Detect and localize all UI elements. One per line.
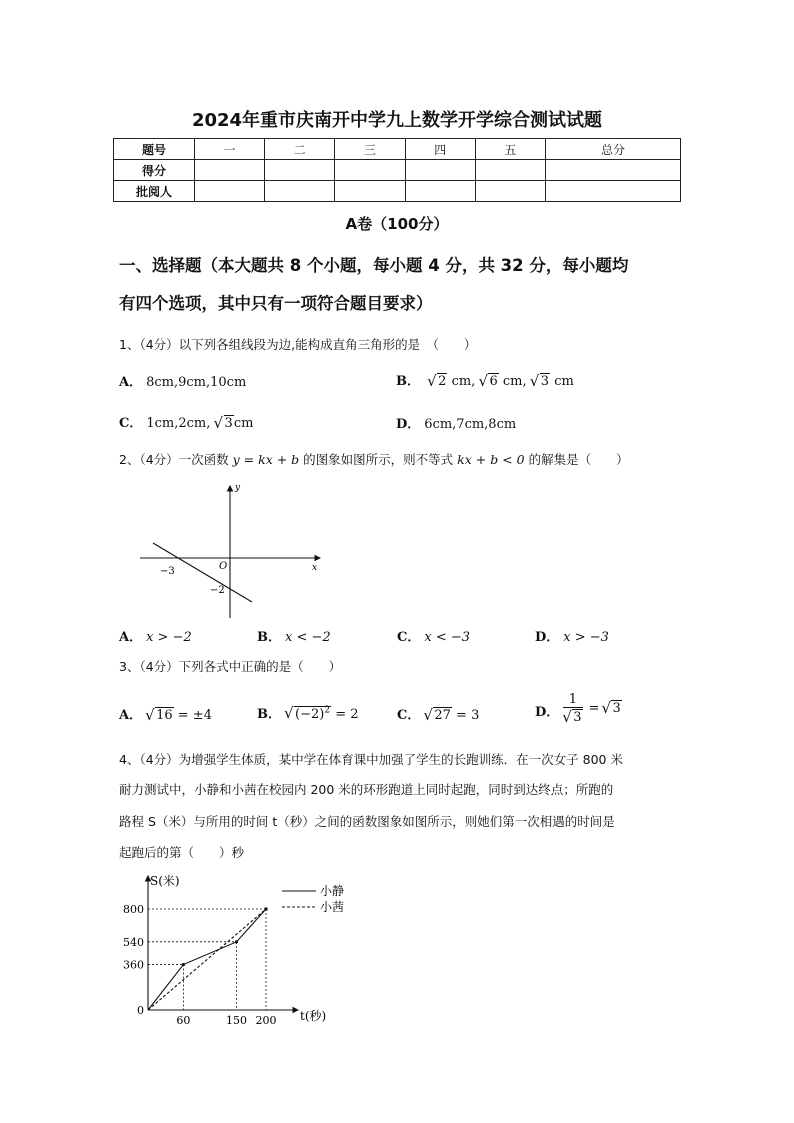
score-cell [546, 181, 681, 202]
q1-option-b-sqrt6 [479, 374, 498, 389]
q3-option-a-rhs: = ±4 [177, 708, 212, 723]
score-cell [546, 160, 681, 181]
q4-y-tick-label: 540 [123, 935, 144, 949]
q3-option-c-sqrt [424, 708, 452, 723]
score-table-header-cell: 四 [405, 139, 475, 160]
score-cell [335, 160, 405, 181]
q4-y-tick-label: 800 [123, 903, 144, 916]
score-table-row-label: 得分 [114, 160, 195, 181]
score-table-row [114, 160, 681, 181]
q2-x-label: x [312, 563, 318, 573]
q1-option-b [396, 370, 574, 389]
score-cell [405, 160, 475, 181]
q2-x-intercept-label: −3 [160, 566, 175, 577]
q4-legend-solid-label: 小静 [320, 884, 345, 898]
score-cell [195, 160, 265, 181]
q3-option-b-exponent: 2 [324, 705, 331, 716]
score-cell [265, 160, 335, 181]
score-table-row [114, 181, 681, 202]
score-table-header-row [114, 139, 681, 160]
q1-option-b-radicand: 2 [438, 374, 447, 389]
q1-option-b-radicand: 3 [540, 374, 550, 389]
q4-data-point [264, 907, 267, 910]
q2-stem-mid: 的图象如图所示，则不等式 [303, 452, 454, 467]
q1-option-b-unit: cm, [451, 374, 476, 389]
score-table-header-cell: 一 [195, 139, 265, 160]
q2-option-d: D． x > −3 [535, 630, 609, 645]
score-table-header-cell: 题号 [114, 139, 195, 160]
q2-option-c-text: x < −3 [424, 630, 471, 645]
q1-option-d: D． 6cm,7cm,8cm [396, 417, 517, 432]
q1-option-c-sqrt3 [215, 416, 234, 431]
score-table-row-label: 批阅人 [114, 181, 195, 202]
q3-option-d: D． 1 √ 3 = √ 3 [535, 692, 622, 725]
q3-option-d-equals: = [588, 701, 600, 716]
score-table-header-cell: 三 [335, 139, 405, 160]
q3-option-a-radicand: 16 [156, 708, 173, 723]
q3-option-b-radicand: (−2) [295, 707, 325, 722]
score-table-header-cell: 五 [475, 139, 545, 160]
q1-option-b-sqrt3 [531, 374, 550, 389]
q4-series-group [148, 907, 268, 1010]
q2-y-label: y [235, 483, 241, 493]
q3-stem: 3、（4分）下列各式中正确的是（ ） [119, 659, 342, 674]
q1-option-c-unit: cm [233, 416, 254, 431]
page-title: 2024年重市庆南开中学九上数学开学综合测试试题 [191, 110, 603, 131]
q2-option-c: C． x < −3 [397, 630, 471, 645]
score-table-header-cell: 二 [265, 139, 335, 160]
q2-y-intercept-label: −2 [210, 585, 225, 596]
q2-function: y = kx + b [232, 452, 300, 467]
score-table-header-cell: 总分 [546, 139, 681, 160]
q2-option-b-text: x < −2 [285, 630, 331, 645]
q1-option-b-label: B． [396, 374, 420, 389]
q1-option-b-radicand: 6 [489, 374, 498, 389]
q4-x-tick-label: 150 [226, 1014, 247, 1027]
q2-option-d-text: x > −3 [563, 630, 609, 645]
q2-stem-post: 的解集是（ ） [528, 452, 629, 467]
q2-inequality: kx + b < 0 [457, 452, 525, 467]
q4-tick-labels [123, 903, 277, 1027]
score-table [113, 138, 681, 202]
q3-option-d-rhs-sqrt [602, 701, 621, 716]
part1-heading-line2: 有四个选项，其中只有一项符合题目要求） [119, 294, 433, 313]
q1-option-b-unit-end: cm [554, 374, 574, 389]
q1-option-c: C． 1cm,2cm, √ 3cm [119, 412, 253, 431]
q2-stem-pre: 2、（4分）一次函数 [119, 452, 229, 467]
score-cell [475, 181, 545, 202]
q3-option-d-denominator: 3 [573, 710, 582, 725]
q3-option-a-sqrt [146, 708, 174, 723]
q4-distance-time-chart [110, 870, 360, 1030]
q2-option-b: B． x < −2 [257, 630, 331, 645]
q2-linear-graph [140, 478, 330, 620]
q1-option-b-sqrt2 [428, 374, 447, 389]
q1-option-c-text: 1cm,2cm, [146, 416, 211, 431]
q4-legend-dashed-label: 小茜 [320, 900, 345, 914]
score-cell [335, 181, 405, 202]
q1-option-a: A． 8cm,9cm,10cm [119, 375, 247, 390]
part1-heading-line1: 一、选择题（本大题共 8 个小题，每小题 4 分，共 32 分，每小题均 [119, 256, 629, 275]
q2-stem [119, 450, 679, 468]
q1-option-c-radicand: 3 [224, 416, 233, 431]
q4-y-tick-label: 360 [123, 958, 144, 972]
q4-series-dashed-line [148, 909, 266, 1010]
q3-option-c-rhs: = 3 [456, 708, 480, 723]
q4-line4: 起跑后的第（ ）秒 [119, 845, 245, 860]
q1-stem: 1、（4分）以下列各组线段为边,能构成直角三角形的是 （ ） [119, 337, 477, 352]
score-cell [475, 160, 545, 181]
q3-option-b-rhs: = 2 [335, 707, 359, 722]
q1-option-d-text: 6cm,7cm,8cm [424, 417, 517, 432]
q3-option-d-denominator-sqrt [563, 710, 582, 725]
q4-data-point [235, 940, 238, 943]
q3-option-d-rhs: 3 [612, 701, 621, 716]
q2-origin-label: O [219, 561, 228, 572]
q4-x-axis-label: t(秒) [300, 1009, 327, 1023]
q4-x-tick-label: 200 [255, 1014, 277, 1027]
score-cell [265, 181, 335, 202]
score-cell [405, 181, 475, 202]
q1-option-b-unit: cm, [502, 374, 527, 389]
q3-option-d-fraction [563, 692, 582, 725]
q4-x-tick-label: 60 [176, 1014, 191, 1027]
q3-option-b-sqrt [285, 706, 331, 722]
score-cell [195, 181, 265, 202]
q2-option-a: A． x > −2 [119, 630, 192, 645]
q3-option-a: A．√ 16 = ±4 [119, 704, 212, 723]
q3-option-c-radicand: 27 [434, 708, 451, 723]
q4-y-tick-label: 0 [137, 1004, 144, 1017]
q4-y-axis-label: S(米) [150, 874, 180, 888]
q1-option-a-text: 8cm,9cm,10cm [146, 375, 247, 390]
q2-option-a-text: x > −2 [146, 630, 192, 645]
q4-data-point [182, 963, 185, 966]
section-a-heading: A卷（100分） [345, 215, 449, 233]
q3-option-c: C．√ 27 = 3 [397, 704, 479, 723]
q4-line3: 路程 S（米）与所用的时间 t（秒）之间的函数图象如图所示，则她们第一次相遇的时间是 [119, 814, 615, 829]
q3-option-b: B．√ $(-2)^2 = 2$ [257, 703, 358, 722]
q4-line2: 耐力测试中，小静和小茜在校园内 200 米的环形跑道上同时起跑，同时到达终点；所跑的 [119, 782, 614, 797]
q3-option-d-numerator: 1 [568, 692, 578, 707]
q4-line1: 4、（4分）为增强学生体质，某中学在体育课中加强了学生的长跑训练．在一次女子 800 米 [119, 752, 623, 767]
